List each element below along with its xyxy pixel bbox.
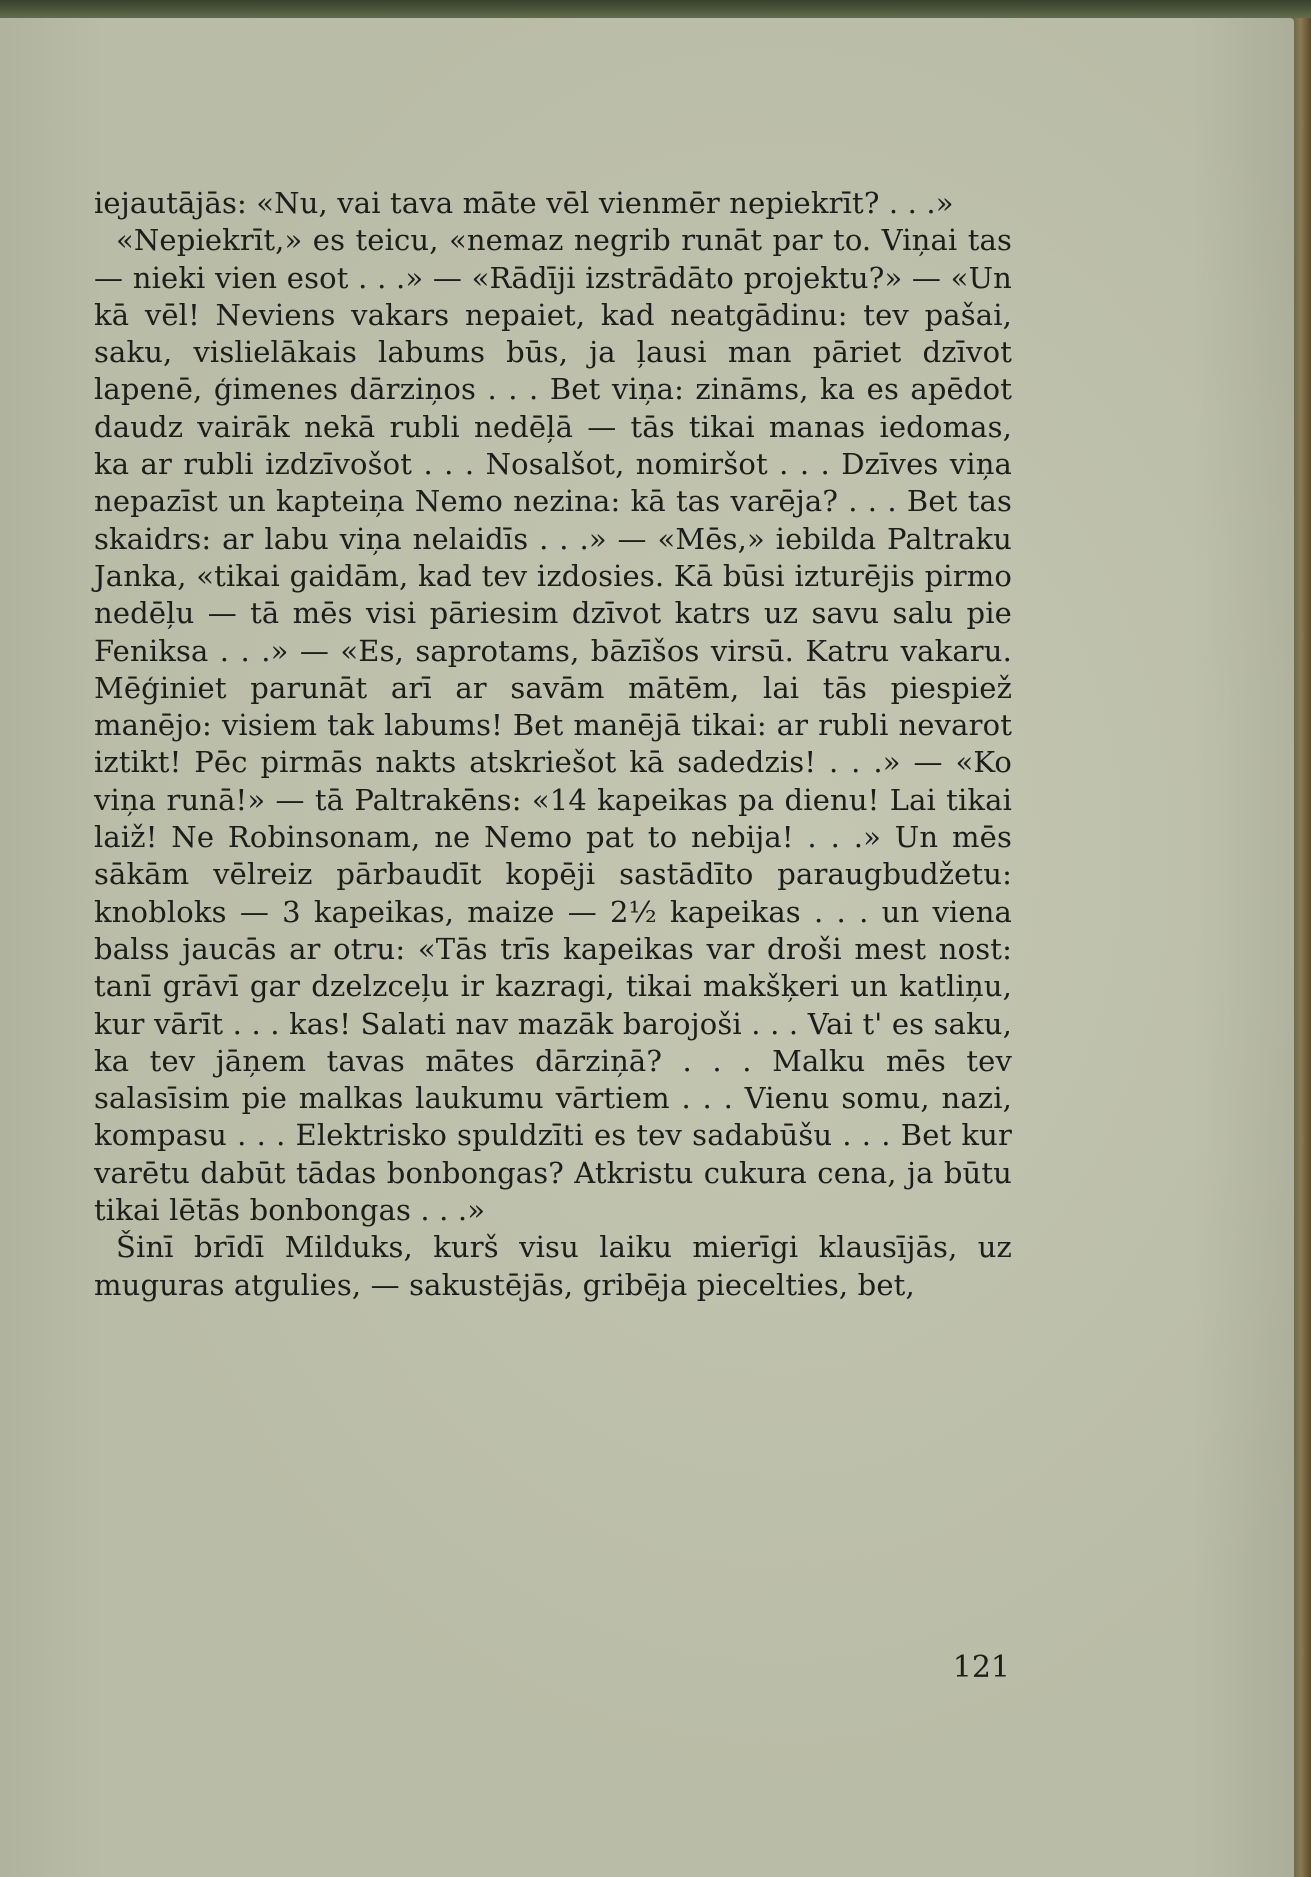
book-cover-edge [1294,18,1311,1877]
paragraph: «Nepiekrīt,» es teicu, «nemaz negrib runāt par to. Viņai tas — nieki vien esot . . .» — «Rādīji izstrādāto projektu?» — «Un kā vēl! Neviens vakars nepaiet, kad neatgādinu: tev pašai, saku, vislielākais labums būs, ja ļausi man pāriet dzīvot lapenē, ģimenes dārziņos . . . Bet viņa: zināms, ka es apēdot daudz vairāk nekā rubli nedēļā — tās tikai manas iedomas, ka ar rubli izdzīvošot . . . Nosalšot, nomiršot . . . Dzīves viņa nepazīst un kapteiņa Nemo nezina: kā tas varēja? . . . Bet tas skaidrs: ar labu viņa nelaidīs . . .» — «Mēs,» iebilda Paltraku Janka, «tikai gaidām, kad tev izdosies. Kā būsi izturējis pirmo nedēļu — tā mēs visi pāriesim dzīvot katrs uz savu salu pie Feniksa . . .» — «Es, saprotams, bāzīšos virsū. Katru vakaru. Mēģiniet parunāt arī ar savām mātēm, lai tās piespiež manējo: visiem tak labums! Bet manējā tikai: ar rubli nevarot iztikt! Pēc pirmās nakts atskriešot kā sadedzis! . . .» — «Ko viņa runā!» — tā Paltrakēns: «14 kapeikas pa dienu! Lai tikai laiž! Ne Robinsonam, ne Nemo pat to nebija! . . .» Un mēs sākām vēlreiz pārbaudīt kopēji sastādīto paraugbudžetu: knobloks — 3 kapeikas, maize — 2½ kapeikas . . . un viena balss jaucās ar otru: «Tās trīs kapeikas var droši mest nost: tanī grāvī gar dzelzceļu ir kazragi, tikai makšķeri un katliņu, kur vārīt . . . kas! Salati nav mazāk barojoši . . . Vai t' es saku, ka tev jāņem tavas mātes dārziņā? . . . Malku mēs tev salasīsim pie malkas laukumu vārtiem . . . Vienu somu, nazi, kompasu . . . Elektrisko spuldzīti es tev sadabūšu . . . Bet kur varētu dabūt tādas bonbongas? Atkristu cukura cena, ja būtu tikai lētās bonbongas . . .» [94,223,1012,1228]
page-number: 121 [952,1650,1010,1685]
paragraph: Šinī brīdī Milduks, kurš visu laiku mierīgi klausījās, uz muguras atgulies, — sakustējās, gribēja piecelties, bet, [94,1230,1012,1302]
body-text [94,185,1012,1304]
paragraph: iejautājās: «Nu, vai tava māte vēl vienmēr nepiekrīt? . . .» [94,186,954,220]
